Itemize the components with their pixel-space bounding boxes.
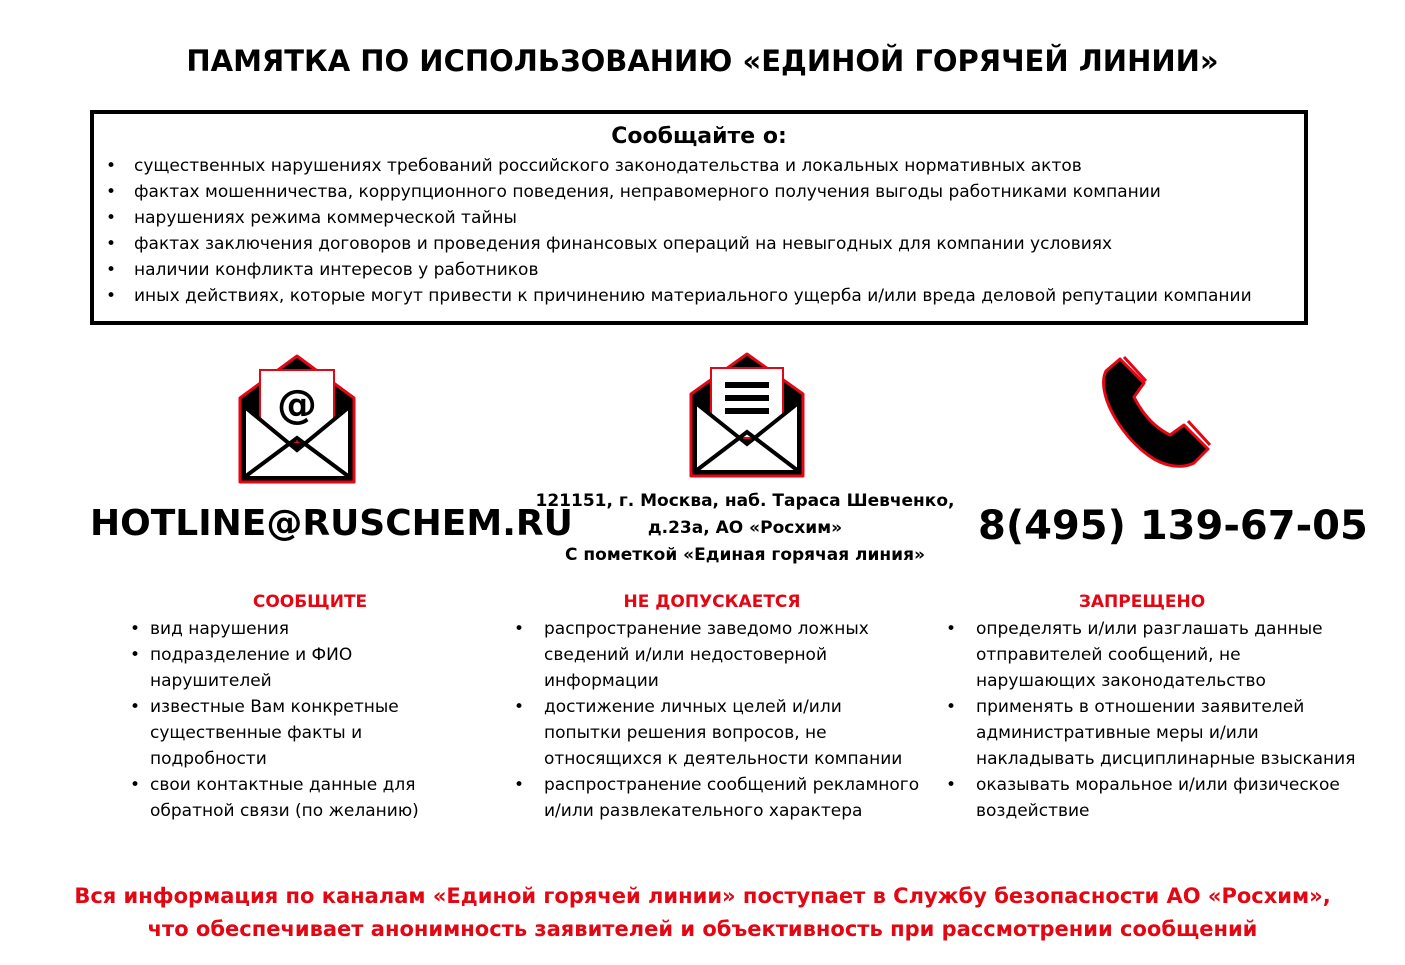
address-line: С пометкой «Единая горячая линия» (565, 545, 925, 565)
report-topic-item: • существенных нарушениях требований российского законодательства и локальных нормативных актов (94, 153, 1304, 179)
report-topics-box (90, 110, 1308, 325)
list-item: • распространение заведомо ложных сведений и/или недостоверной информации (514, 616, 924, 694)
list-item: • подразделение и ФИО нарушителей (130, 642, 440, 694)
phone-handset-icon (1098, 355, 1214, 471)
not-allowed-column-heading: НЕ ДОПУСКАЕТСЯ (623, 592, 801, 612)
report-topics-heading: Сообщайте о: (611, 124, 787, 149)
list-item: • применять в отношении заявителей административные меры и/или накладывать дисциплинарные взыскания (946, 694, 1356, 772)
hotline-phone: 8(495) 139-67-05 (978, 503, 1368, 549)
postal-address (505, 488, 985, 569)
list-item: • вид нарушения (130, 616, 440, 642)
report-column-list (130, 616, 440, 824)
security-notice-line: что обеспечивает анонимность заявителей и объективность при рассмотрении сообщений (147, 917, 1258, 941)
email-envelope-icon (236, 352, 358, 486)
letter-envelope-icon (687, 350, 807, 480)
list-item: • свои контактные данные для обратной связи (по желанию) (130, 772, 440, 824)
not-allowed-column-list (514, 616, 924, 824)
security-notice-line: Вся информация по каналам «Единой горячей линии» поступает в Службу безопасности АО «Росхим», (74, 884, 1331, 908)
address-line: д.23а, АО «Росхим» (647, 518, 843, 538)
page-title: ПАМЯТКА ПО ИСПОЛЬЗОВАНИЮ «ЕДИНОЙ ГОРЯЧЕЙ ЛИНИИ» (186, 44, 1219, 78)
prohibited-column-list (946, 616, 1356, 824)
list-item: • оказывать моральное и/или физическое воздействие (946, 772, 1356, 824)
report-topic-item: • иных действиях, которые могут привести к причинению материального ущерба и/или вреда деловой репутации компании (94, 283, 1304, 309)
list-item: • достижение личных целей и/или попытки решения вопросов, не относящихся к деятельности компании (514, 694, 924, 772)
prohibited-column-heading: ЗАПРЕЩЕНО (1078, 592, 1206, 612)
list-item: • распространение сообщений рекламного и/или развлекательного характера (514, 772, 924, 824)
list-item: • определять и/или разглашать данные отправителей сообщений, не нарушающих законодательство (946, 616, 1356, 694)
security-notice (0, 880, 1405, 946)
address-line: 121151, г. Москва, наб. Тараса Шевченко, (535, 491, 955, 511)
report-topic-item: • фактах мошенничества, коррупционного поведения, неправомерного получения выгоды работниками компании (94, 179, 1304, 205)
hotline-email: HOTLINE@RUSCHEM.RU (90, 503, 573, 544)
report-topic-item: • нарушениях режима коммерческой тайны (94, 205, 1304, 231)
report-topic-item: • наличии конфликта интересов у работников (94, 257, 1304, 283)
svg-text:@: @ (277, 382, 317, 428)
list-item: • известные Вам конкретные существенные факты и подробности (130, 694, 440, 772)
report-topic-item: • фактах заключения договоров и проведения финансовых операций на невыгодных для компании условиях (94, 231, 1304, 257)
report-topics-list (94, 153, 1304, 309)
report-column-heading: СООБЩИТЕ (252, 592, 368, 612)
